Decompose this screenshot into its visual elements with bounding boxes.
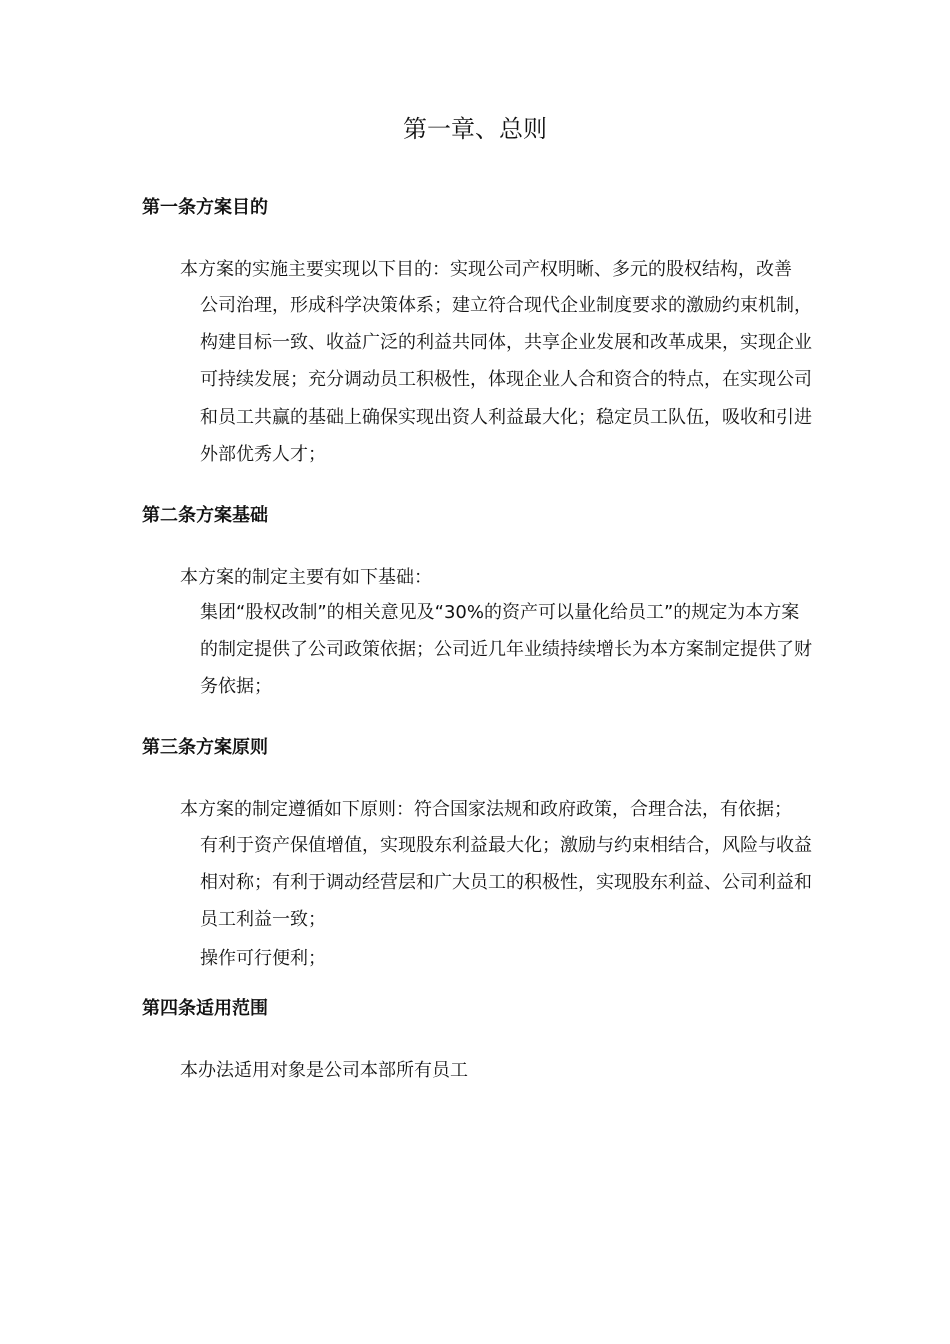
article-3-extra-line: 操作可行便利； [200,948,326,969]
article-4-lead: 本办法适用对象是公司本部所有员工 [180,1060,468,1081]
article-3-heading: 第三条方案原则 [142,737,268,758]
article-1-body: 公司治理，形成科学决策体系；建立符合现代企业制度要求的激励约束机制，构建目标一致、收益广泛的利益共同体，共享企业发展和改革成果，实现企业可持续发展；充分调动员工积极性，体现企业人合和资合的特点，在实现公司和员工共赢的基础上确保实现出资人利益最大化；稳定员工队伍，吸收和引进外部优秀人才； [200,295,812,465]
article-3-lead: 本方案的制定遵循如下原则：符合国家法规和政府政策，合理合法，有依据； [180,799,792,820]
article-2-heading: 第二条方案基础 [142,505,268,526]
article-3-body: 有利于资产保值增值，实现股东利益最大化；激励与约束相结合，风险与收益相对称；有利于调动经营层和广大员工的积极性，实现股东利益、公司利益和员工利益一致； [200,835,812,931]
article-4-heading: 第四条适用范围 [142,998,268,1019]
article-1-lead: 本方案的实施主要实现以下目的：实现公司产权明晰、多元的股权结构，改善 [180,259,792,280]
chapter-title: 第一章、总则 [403,115,547,143]
article-2-lead: 本方案的制定主要有如下基础： [180,567,432,588]
article-2-body: 集团“股权改制”的相关意见及“30%的资产可以量化给员工”的规定为本方案的制定提供了公司政策依据；公司近几年业绩持续增长为本方案制定提供了财务依据； [200,602,812,698]
article-1-heading: 第一条方案目的 [142,197,268,218]
